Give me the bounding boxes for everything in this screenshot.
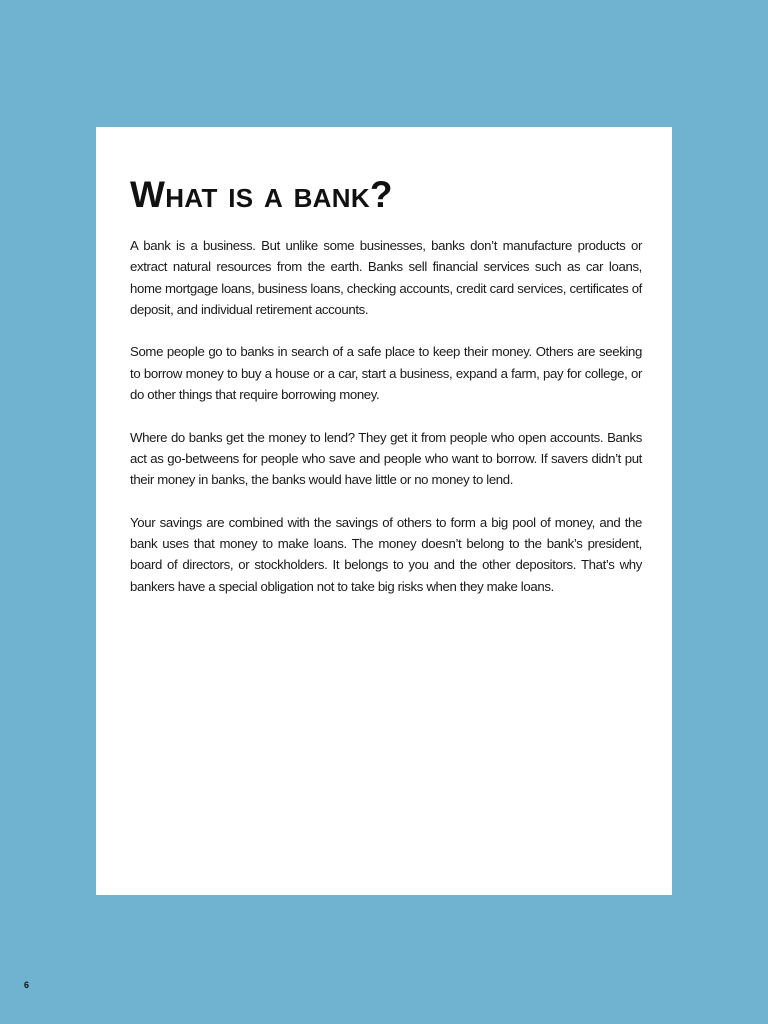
body-text [130,235,642,618]
paragraph-3: Where do banks get the money to lend? They get it from people who open accounts. Banks act as go-betweens for people who save and people who want to borrow. If savers didn’t put their money in banks, the banks would have little or no money to lend. [130,429,642,488]
paragraph-2: Some people go to banks in search of a safe place to keep their money. Others are seeking to borrow money to buy a house or a car, start a business, expand a farm, pay for college, or do other things that require borrowing money. [130,344,642,403]
paragraph-4: Your savings are combined with the savings of others to form a big pool of money, and the bank uses that money to make loans. The money doesn’t belong to the bank’s president, board of directors, or stockholders. It belongs to you and the other depositors. That’s why bankers have a special obligation not to take big risks when they make loans. [130,514,642,594]
paragraph-1: A bank is a business. But unlike some businesses, banks don’t manufacture products or extract natural resources from the earth. Banks sell financial services such as car loans, home mortgage loans, business loans, checking accounts, credit card services, certificates of deposit, and individual retirement accounts. [130,238,642,317]
page-number: 6 [24,980,30,990]
page-title: What is a bank? [130,174,393,215]
content-panel [96,127,672,895]
